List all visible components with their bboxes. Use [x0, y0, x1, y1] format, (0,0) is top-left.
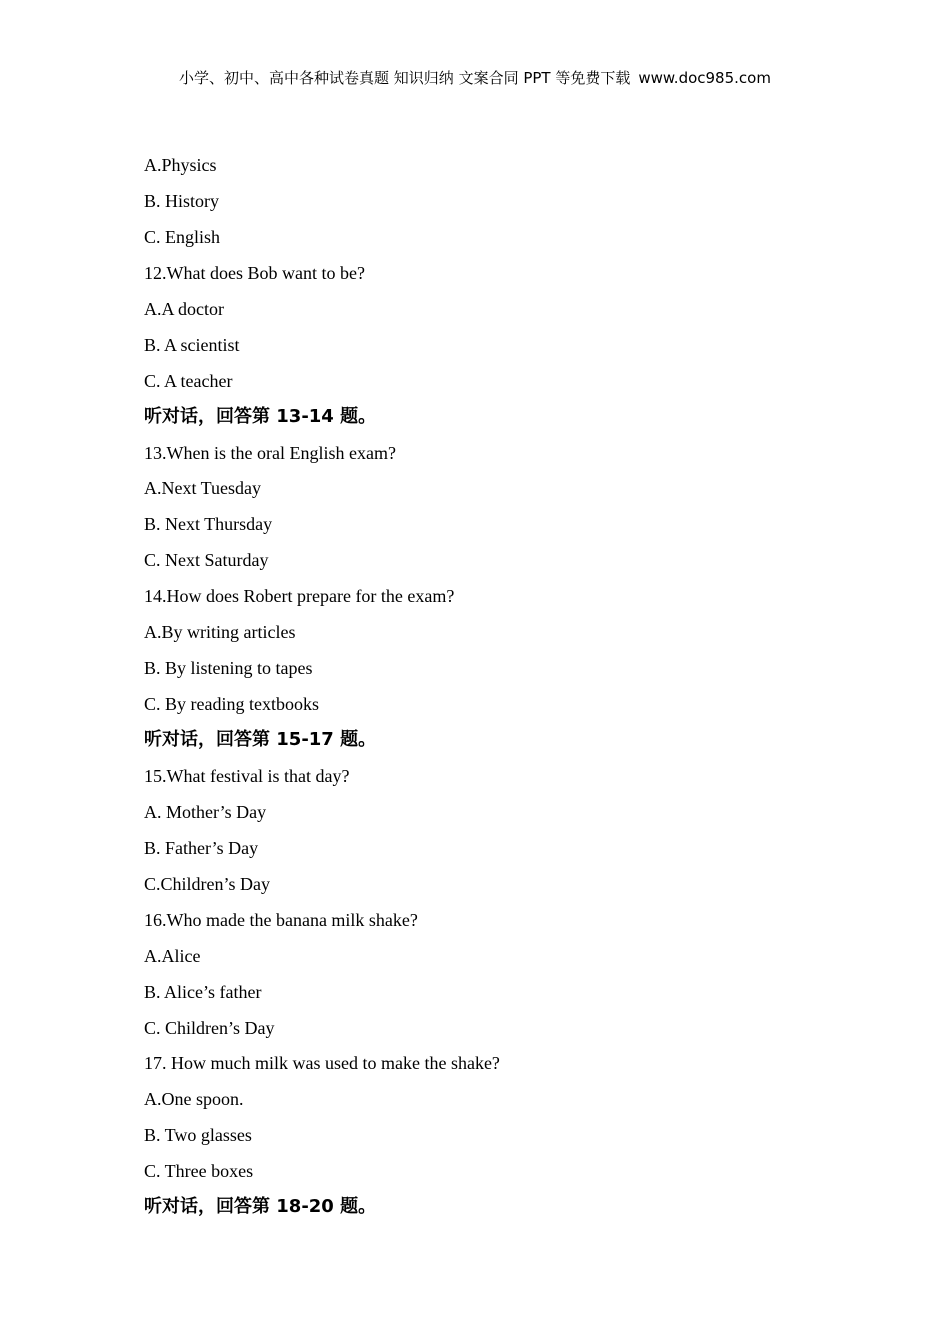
question: 13.When is the oral English exam?	[144, 442, 396, 463]
answer-option: C. Children’s Day	[144, 1017, 275, 1038]
answer-option: B. By listening to tapes	[144, 658, 313, 679]
question: 16.Who made the banana milk shake?	[144, 909, 418, 930]
answer-option: A.Next Tuesday	[144, 478, 262, 499]
question: 15.What festival is that day?	[144, 765, 350, 786]
answer-option: A.By writing articles	[144, 622, 296, 643]
answer-option: C. Next Saturday	[144, 550, 269, 571]
section-heading: 听对话，回答第 13-14 题。	[144, 405, 377, 427]
answer-option: B. Two glasses	[144, 1125, 252, 1146]
page-header	[0, 66, 950, 90]
answer-option: B. Next Thursday	[144, 514, 273, 535]
answer-option: B. History	[144, 190, 220, 211]
section-heading: 听对话，回答第 15-17 题。	[144, 729, 377, 750]
answer-option: A.One spoon.	[144, 1089, 244, 1110]
answer-option: A. Mother’s Day	[144, 801, 267, 822]
answer-option: C. By reading textbooks	[144, 694, 319, 715]
header-text: 小学、初中、高中各种试卷真题 知识归纳 文案合同 PPT 等免费下载	[179, 69, 631, 87]
question: 14.How does Robert prepare for the exam?	[144, 586, 455, 607]
answer-option: B. Alice’s father	[144, 981, 262, 1002]
answer-option: C.Children’s Day	[144, 873, 270, 894]
answer-option: B. Father’s Day	[144, 837, 259, 858]
answer-option: C. Three boxes	[144, 1161, 254, 1182]
answer-option: C. English	[144, 226, 221, 247]
answer-option: A.Physics	[144, 155, 217, 175]
answer-option: B. A scientist	[144, 334, 240, 355]
answer-option: A.Alice	[144, 945, 201, 966]
question: 12.What does Bob want to be?	[144, 262, 365, 283]
section-heading: 听对话，回答第 18-20 题。	[144, 1196, 377, 1218]
answer-option: C. A teacher	[144, 370, 233, 391]
document-body	[144, 151, 844, 1229]
answer-option: A.A doctor	[144, 298, 224, 319]
question: 17. How much milk was used to make the shake?	[144, 1053, 500, 1074]
header-site-link[interactable]: www.doc985.com	[638, 69, 771, 87]
